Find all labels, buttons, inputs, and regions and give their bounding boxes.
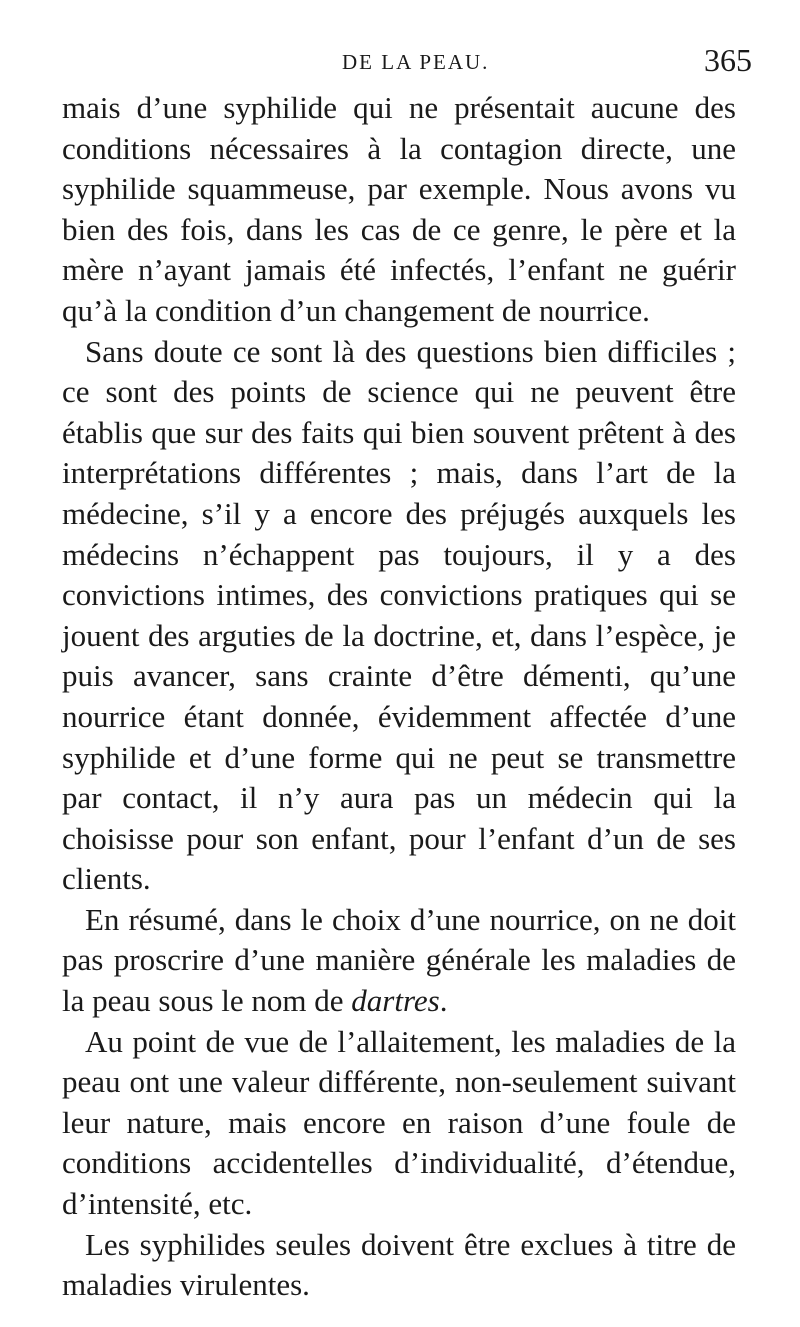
paragraph-4: Au point de vue de l’allaitement, les maladies de la peau ont une valeur différente, non-seulement suivant leur nature, mais encore en raison d’une foule de conditions accidentelles d’individualité, d’étendue, d’intensité, etc. <box>62 1023 736 1222</box>
page-number: 365 <box>704 42 752 78</box>
paragraph-3-end: . <box>439 983 448 1019</box>
running-head <box>60 38 780 78</box>
body-text <box>62 88 736 1306</box>
running-title: DE LA PEAU. <box>342 50 490 74</box>
paragraph-3 <box>62 900 736 1022</box>
paragraph-5: Les syphilides seules doivent être exclues à titre de maladies virulentes. <box>62 1226 736 1303</box>
paragraph-3-text: En résumé, dans le choix d’une nourrice, on ne doit pas proscrire d’une manière générale les maladies de la peau sous le nom de <box>62 901 736 1019</box>
italic-term-dartres: dartres <box>351 983 440 1019</box>
paragraph-2: Sans doute ce sont là des questions bien difficiles ; ce sont des points de science qui ne peuvent être établis que sur des faits qui bien souvent prêtent à des interprétations différentes ; mais, dans l’art de la médecine, s’il y a encore des préjugés auxquels les médecins n’échappent pas toujours, il y a des convictions intimes, des convictions pratiques qui se jouent des arguties de la doctrine, et, dans l’espèce, je puis avancer, sans crainte d’être démenti, qu’une nourrice étant donnée, évidemment affectée d’une syphilide et d’une forme qui ne peut se transmettre par contact, il n’y aura pas un médecin qui la choisisse pour son enfant, pour l’enfant d’un de ses clients. <box>62 333 736 897</box>
paragraph-1: mais d’une syphilide qui ne présentait aucune des conditions nécessaires à la contagion directe, une syphilide squammeuse, par exemple. Nous avons vu bien des fois, dans les cas de ce genre, le père et la mère n’ayant jamais été infectés, l’enfant ne guérir qu’à la condition d’un changement de nourrice. <box>62 90 736 328</box>
